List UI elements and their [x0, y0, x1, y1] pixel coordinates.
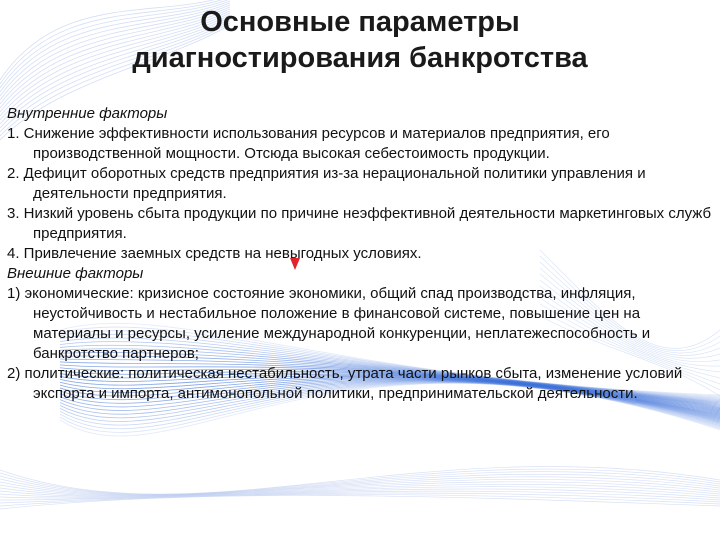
- content-body: [7, 104, 713, 404]
- internal-factor-1: 1. Снижение эффективности использования ресурсов и материалов предприятия, его производственной мощности. Отсюда высокая себестоимость продукции.: [7, 125, 610, 162]
- page-title: [40, 4, 680, 76]
- external-factor-1: 1) экономические: кризисное состояние экономики, общий спад производства, инфляция, неустойчивость и нестабильное положение в финансовой системе, повышение цен на материалы и ресурсы, усиление международной конкуренции, неплатежеспособность и банкротство партнеров;: [7, 285, 651, 362]
- title-line-1: Основные параметры: [200, 6, 520, 38]
- internal-factor-2: 2. Дефицит оборотных средств предприятия из-за нерациональной политики управления и деятельности предприятия.: [7, 165, 646, 202]
- title-line-2: диагностирования банкротства: [132, 42, 588, 74]
- internal-factors-heading: Внутренние факторы: [7, 105, 168, 122]
- internal-factor-3: 3. Низкий уровень сбыта продукции по причине неэффективной деятельности маркетинговых служб предприятия.: [7, 205, 712, 242]
- external-factors-heading: Внешние факторы: [7, 265, 144, 282]
- external-factor-2: 2) политические: политическая нестабильность, утрата части рынков сбыта, изменение условий экспорта и импорта, антимонопольной политики, предпринимательской деятельности.: [7, 365, 683, 402]
- red-pointer-marker: [290, 258, 300, 270]
- internal-factor-4: 4. Привлечение заемных средств на невыгодных условиях.: [7, 245, 422, 262]
